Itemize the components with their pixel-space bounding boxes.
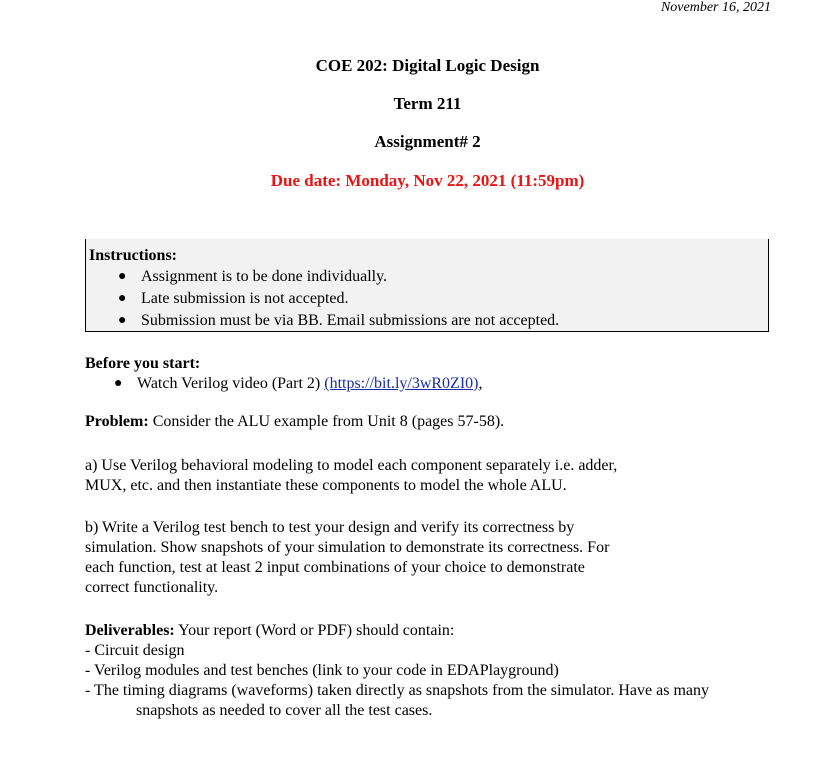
part-a: [85, 456, 617, 496]
bullet-icon: ●: [118, 269, 127, 284]
instructions-heading: Instructions:: [89, 247, 178, 264]
problem-statement: [85, 412, 504, 432]
course-title: COE 202: Digital Logic Design: [315, 56, 540, 75]
deliverable-item: - The timing diagrams (waveforms) taken directly as snapshots from the simulator. Have as many: [85, 682, 709, 699]
deliverable-continuation: snapshots as needed to cover all the test cases.: [136, 702, 433, 719]
instruction-item: [118, 267, 388, 287]
bullet-icon: ●: [114, 376, 123, 391]
part-b-line: simulation. Show snapshots of your simulation to demonstrate its correctness. For: [85, 539, 610, 556]
video-link[interactable]: (https://bit.ly/3wR0ZI0): [324, 375, 479, 392]
deliverables-text: Your report (Word or PDF) should contain:: [174, 622, 455, 639]
before-start-text: Watch Verilog video (Part 2): [137, 375, 325, 392]
document-date: November 16, 2021: [660, 0, 771, 15]
part-b-line: each function, test at least 2 input combinations of your choice to demonstrate: [85, 559, 585, 576]
instruction-item: [118, 311, 560, 331]
bullet-icon: ●: [118, 291, 127, 306]
deliverable-item: - Verilog modules and test benches (link to your code in EDAPlayground): [85, 662, 559, 679]
deliverables: [85, 621, 709, 721]
instruction-item: [118, 289, 349, 309]
problem-text: Consider the ALU example from Unit 8 (pages 57-58).: [148, 413, 505, 430]
instruction-text: Late submission is not accepted.: [141, 290, 349, 307]
part-a-line: a) Use Verilog behavioral modeling to model each component separately i.e. adder,: [85, 457, 618, 474]
problem-label: Problem:: [85, 413, 149, 430]
deliverables-label: Deliverables:: [85, 622, 175, 639]
before-start-heading: Before you start:: [85, 355, 201, 372]
deliverable-item: - Circuit design: [85, 642, 185, 659]
term-label: Term 211: [393, 94, 462, 113]
part-b: [85, 518, 609, 598]
instruction-text: Submission must be via BB. Email submissions are not accepted.: [141, 312, 560, 329]
trailing-comma: ,: [478, 375, 483, 392]
part-a-line: MUX, etc. and then instantiate these components to model the whole ALU.: [85, 477, 567, 494]
part-b-line: b) Write a Verilog test bench to test your design and verify its correctness by: [85, 519, 575, 536]
instruction-text: Assignment is to be done individually.: [141, 268, 388, 285]
part-b-line: correct functionality.: [85, 579, 219, 596]
before-start-item: [114, 374, 483, 394]
assignment-title: Assignment# 2: [374, 132, 481, 151]
deliverables-intro: [85, 621, 709, 641]
due-date: Due date: Monday, Nov 22, 2021 (11:59pm): [270, 171, 585, 190]
bullet-icon: ●: [118, 313, 127, 328]
